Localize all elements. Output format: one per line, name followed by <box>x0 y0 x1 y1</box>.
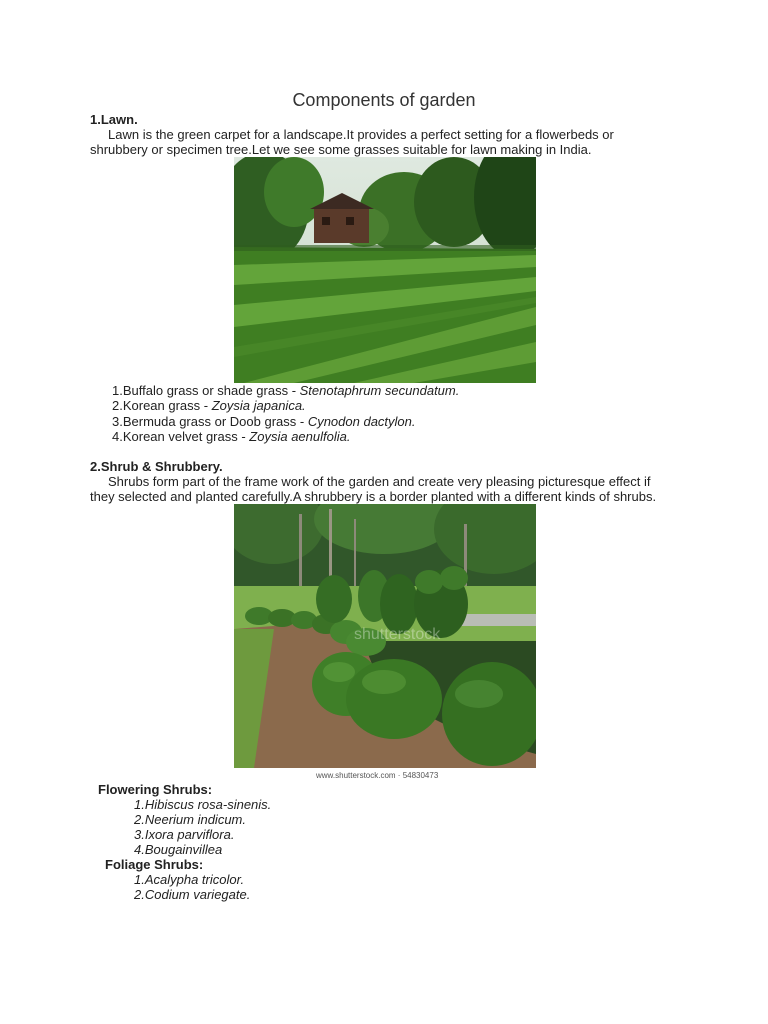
shrubbery-photo <box>234 504 536 768</box>
foliage-shrub-item-2: 2.Codium variegate. <box>134 887 251 902</box>
grass-item-1: 1.Buffalo grass or shade grass - Stenotaphrum secundatum. <box>112 383 460 398</box>
foliage-shrubs-heading: Foliage Shrubs: <box>105 857 204 872</box>
shrub-heading: 2.Shrub & Shrubbery. <box>90 459 223 474</box>
flowering-shrubs-heading: Flowering Shrubs: <box>98 782 213 797</box>
shrub-paragraph-line-1: Shrubs form part of the frame work of the garden and create very pleasing picturesque effect if <box>108 474 651 489</box>
page-title: Components of garden <box>292 90 476 110</box>
shrubbery-photo-image <box>234 504 536 768</box>
flowering-shrub-item-3: 3.Ixora parviflora. <box>134 827 235 842</box>
lawn-heading: 1.Lawn. <box>90 112 138 127</box>
shrub-paragraph-line-2: they selected and planted carefully.A shrubbery is a border planted with a different kinds of shrubs. <box>90 489 657 504</box>
flowering-shrub-item-2: 2.Neerium indicum. <box>134 812 246 827</box>
foliage-shrub-item-1: 1.Acalypha tricolor. <box>134 872 245 887</box>
photo-credit: www.shutterstock.com · 54830473 <box>316 771 439 780</box>
lawn-paragraph-line-2: shrubbery or specimen tree.Let we see some grasses suitable for lawn making in India. <box>90 142 592 157</box>
grass-item-4: 4.Korean velvet grass - Zoysia aenulfolia. <box>112 429 351 444</box>
grass-item-2: 2.Korean grass - Zoysia japanica. <box>112 398 306 413</box>
flowering-shrub-item-1: 1.Hibiscus rosa-sinenis. <box>134 797 272 812</box>
lawn-paragraph-line-1: Lawn is the green carpet for a landscape.It provides a perfect setting for a flowerbeds or <box>108 127 614 142</box>
flowering-shrub-item-4: 4.Bougainvillea <box>134 842 223 857</box>
grass-item-3: 3.Bermuda grass or Doob grass - Cynodon dactylon. <box>112 414 416 429</box>
lawn-photo <box>234 157 536 383</box>
shrubbery-photo-watermark: shutterstock <box>354 626 441 643</box>
lawn-photo-image <box>234 157 536 383</box>
